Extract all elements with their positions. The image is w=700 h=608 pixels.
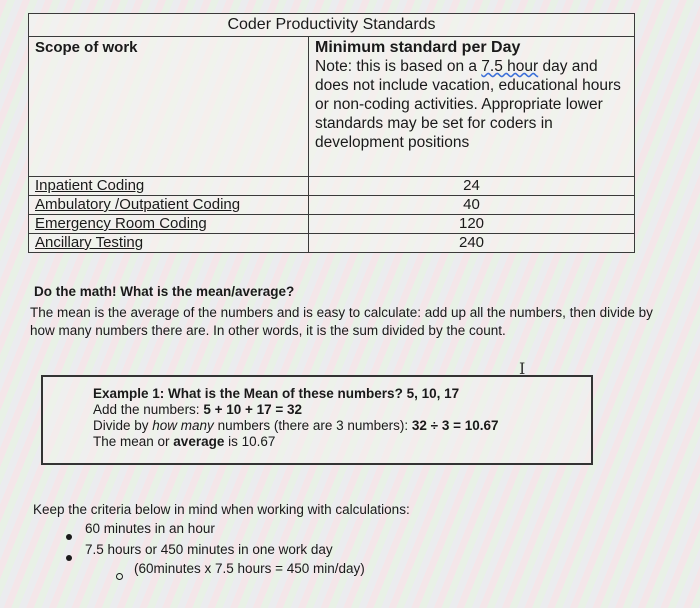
result-prefix: The mean or bbox=[93, 434, 174, 449]
standard-value: 120 bbox=[309, 215, 635, 234]
add-prefix: Add the numbers: bbox=[93, 402, 204, 417]
divide-math: 32 ÷ 3 = 10.67 bbox=[411, 418, 499, 433]
note-suffix: day and does not include vacation, educational hours or non-coding activities. Appropriate lower standards may be set for coders in development positions bbox=[315, 58, 621, 151]
text-cursor-icon: I bbox=[519, 359, 526, 378]
example-add-line bbox=[93, 402, 591, 418]
scope-cell bbox=[29, 196, 309, 215]
productivity-standards-table bbox=[28, 13, 635, 253]
standard-header-cell bbox=[309, 37, 635, 177]
criteria-bullet: 60 minutes in an hour bbox=[85, 521, 215, 536]
table-title: Coder Productivity Standards bbox=[29, 14, 635, 37]
criteria-intro: Keep the criteria below in mind when working with calculations: bbox=[33, 502, 410, 517]
scope-label: Ancillary Testing bbox=[35, 234, 144, 251]
scope-cell bbox=[29, 177, 309, 196]
question-heading: Do the math! What is the mean/average? bbox=[34, 284, 295, 299]
standard-note bbox=[315, 58, 621, 151]
standard-value: 24 bbox=[309, 177, 635, 196]
scope-label: Ambulatory /Outpatient Coding bbox=[35, 196, 241, 213]
example-box bbox=[41, 375, 593, 465]
add-math: 5 + 10 + 17 = 32 bbox=[203, 402, 303, 417]
example-divide-line bbox=[93, 418, 591, 434]
result-bold: average bbox=[173, 434, 225, 449]
table-row bbox=[29, 177, 635, 196]
note-prefix: Note: this is based on a bbox=[315, 58, 482, 75]
scope-header: Scope of work bbox=[29, 37, 309, 177]
divide-prefix: Divide by bbox=[93, 418, 153, 433]
criteria-sub-bullet: (60minutes x 7.5 hours = 450 min/day) bbox=[134, 561, 365, 576]
bullet-dot-icon bbox=[66, 527, 74, 545]
table-row bbox=[29, 215, 635, 234]
criteria-bullet: 7.5 hours or 450 minutes in one work day bbox=[85, 542, 333, 557]
example-result-line bbox=[93, 434, 591, 450]
note-hours: 7.5 hour bbox=[481, 58, 539, 75]
result-suffix: is 10.67 bbox=[224, 434, 276, 449]
scope-cell bbox=[29, 215, 309, 234]
divide-middle: numbers (there are 3 numbers): bbox=[213, 418, 412, 433]
example-title: Example 1: What is the Mean of these numbers? 5, 10, 17 bbox=[93, 386, 460, 401]
scope-cell bbox=[29, 234, 309, 253]
table-row bbox=[29, 196, 635, 215]
table-title-row bbox=[29, 14, 635, 37]
standard-header: Minimum standard per Day bbox=[315, 39, 521, 56]
standard-value: 240 bbox=[309, 234, 635, 253]
scope-label: Inpatient Coding bbox=[35, 177, 145, 194]
table-row bbox=[29, 234, 635, 253]
standard-value: 40 bbox=[309, 196, 635, 215]
bullet-dot-icon bbox=[66, 548, 74, 566]
mean-explanation: The mean is the average of the numbers and is easy to calculate: add up all the numbers, then divide by how many numbers there are. In other words, it is the sum divided by the count. bbox=[30, 305, 653, 338]
hollow-circle-icon bbox=[116, 567, 124, 585]
divide-italic: how many bbox=[152, 418, 214, 433]
table-header-row bbox=[29, 37, 635, 177]
scope-label: Emergency Room Coding bbox=[35, 215, 207, 232]
